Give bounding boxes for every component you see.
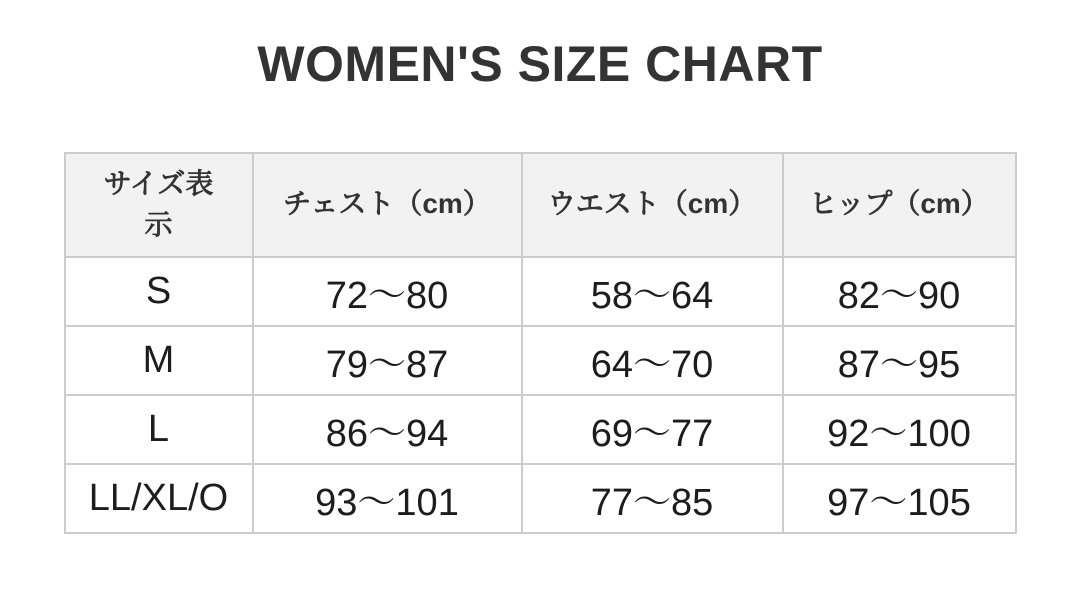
size-cell: LL/XL/O <box>65 464 253 533</box>
hip-cell: 97〜105 <box>783 464 1016 533</box>
hip-cell: 87〜95 <box>783 326 1016 395</box>
hip-cell: 92〜100 <box>783 395 1016 464</box>
waist-cell: 58〜64 <box>522 257 783 326</box>
chest-cell: 86〜94 <box>253 395 522 464</box>
hip-cell: 82〜90 <box>783 257 1016 326</box>
size-chart-table <box>64 152 1017 534</box>
chest-cell: 72〜80 <box>253 257 522 326</box>
column-header-waist: ウエスト（cm） <box>522 153 783 257</box>
page-title: WOMEN'S SIZE CHART <box>257 36 823 92</box>
chest-cell: 79〜87 <box>253 326 522 395</box>
waist-cell: 77〜85 <box>522 464 783 533</box>
waist-cell: 64〜70 <box>522 326 783 395</box>
waist-cell: 69〜77 <box>522 395 783 464</box>
table-row-l <box>65 395 1016 464</box>
size-cell: S <box>65 257 253 326</box>
table-row-m <box>65 326 1016 395</box>
table-row-ll-xl-o <box>65 464 1016 533</box>
column-header-size-label: サイズ表示 <box>65 153 253 257</box>
table-row-s <box>65 257 1016 326</box>
size-cell: L <box>65 395 253 464</box>
size-chart-page <box>0 36 1080 534</box>
header-row <box>65 153 1016 257</box>
chest-cell: 93〜101 <box>253 464 522 533</box>
column-header-chest: チェスト（cm） <box>253 153 522 257</box>
size-cell: M <box>65 326 253 395</box>
column-header-hip: ヒップ（cm） <box>783 153 1016 257</box>
